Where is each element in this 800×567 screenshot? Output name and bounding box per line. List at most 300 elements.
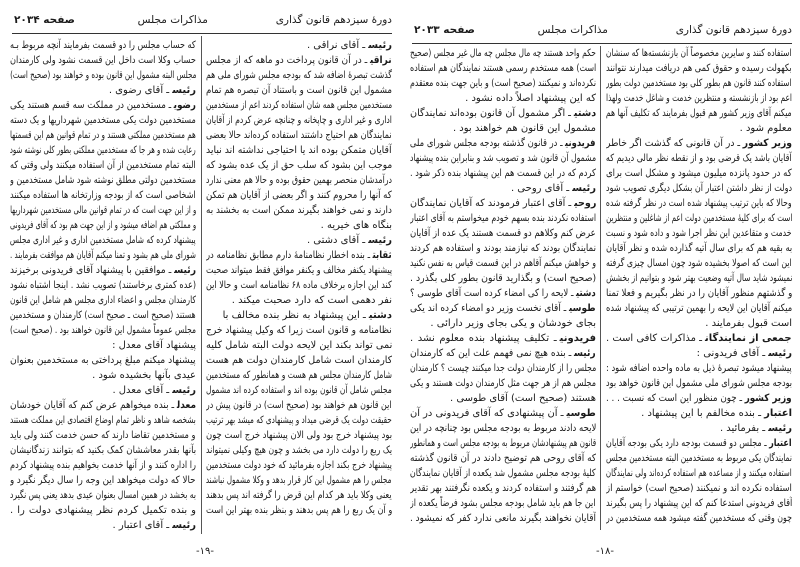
line-text: مجلس شامل آن قانون بوده اند و استفاده کرده اند مشمول	[206, 385, 392, 396]
line-content	[206, 188, 392, 203]
text-line	[410, 61, 596, 76]
line-text: هستند (صحیح است ـ صحیح است) کارمندان و مستخدمین	[10, 310, 196, 321]
text-line	[10, 158, 196, 173]
line-text: چون وقتی که مستخدمین گفته میشود همه مستخدمین در	[606, 513, 792, 524]
line-content	[410, 376, 596, 391]
text-line	[410, 286, 596, 301]
line-content	[206, 248, 392, 263]
text-line	[606, 376, 792, 391]
line-content	[606, 361, 792, 376]
text-line	[410, 136, 596, 151]
line-text: (عده کمتری برخاستند) تصویب نشد . اینجا اشتباه نشود	[10, 280, 196, 291]
line-content	[206, 83, 392, 98]
text-line	[10, 68, 196, 83]
line-text: شورای ملی هم بشود و تمنا میکنم آقایان هم موافقت بفرمایند .	[10, 250, 196, 261]
legislative-term: دورهٔ سیزدهم قانون گذاری	[275, 14, 392, 26]
line-text: به بقیه هم که برای سال آتیه گذارده شده و نظر آقایان	[606, 243, 792, 254]
line-text: که در حدود پانزده میلیون میشود و مشکل است برای	[606, 168, 792, 179]
line-content	[606, 256, 792, 271]
text-line	[10, 353, 196, 368]
text-line	[410, 391, 596, 406]
line-text: ـ آقای نخست وزیر دو امضاء کرده اند یکی	[410, 303, 567, 314]
page-header	[414, 24, 792, 40]
line-text: مجلس البته مشمول این قانون بوده و خواهند بود (صحیح است)	[10, 70, 196, 81]
text-line	[10, 488, 196, 503]
speaker-name: دشتی	[573, 108, 596, 119]
speaker-name: رئیس	[172, 85, 196, 96]
speaker-name: رئیس	[768, 423, 792, 434]
text-line	[606, 121, 792, 136]
line-content	[10, 278, 196, 293]
line-text: مجلس را از کارمندان دولت جدا میکنند چیست ؟ کارمندان	[410, 363, 596, 374]
line-text: بشخصه شاهد و ناظر تمام اوضاع اقتصادی این مملکت هستند	[10, 415, 196, 426]
text-line	[206, 158, 392, 173]
line-content	[410, 136, 596, 151]
legislative-term: دورهٔ سیزدهم قانون گذاری	[675, 24, 792, 36]
line-content	[606, 136, 792, 151]
line-content	[10, 158, 196, 173]
speaker-name: نراقی	[370, 55, 392, 66]
line-text: ـ بنده هیچ نمی فهمم علت این که کارمندان	[410, 348, 572, 359]
line-text: مستخدمین دولتی مطلق نوشته شود شامل مستخدمین و	[10, 175, 196, 186]
text-line	[10, 293, 196, 308]
text-line	[10, 473, 196, 488]
line-text: و مستخدمین تقاضا دارند که حسن خدمت کنند ولی باید	[10, 430, 196, 441]
text-line	[606, 61, 792, 76]
speaker-name: رئیس	[572, 183, 596, 194]
line-text: پیشنهاد یکنفر مخالف و یکنفر موافق فقط میتواند صحبت	[206, 265, 392, 276]
text-line	[410, 376, 596, 391]
line-content	[720, 421, 792, 436]
text-line	[206, 173, 392, 188]
speaker-name: اعتبار	[769, 438, 792, 449]
text-line	[410, 91, 596, 106]
line-text: ـ مذاکرات کافی است .	[606, 333, 703, 344]
text-line	[410, 121, 596, 136]
running-title: مذاکرات مجلس	[137, 14, 208, 26]
text-line	[206, 383, 392, 398]
line-content	[206, 158, 392, 173]
text-line	[410, 406, 596, 421]
text-line	[410, 211, 596, 226]
line-content	[206, 143, 392, 158]
line-content	[410, 511, 596, 526]
line-content	[206, 263, 392, 278]
line-text: اشخاصی است که از بودجه وزارتخانه ها استفاده میکنند	[10, 190, 196, 201]
text-line	[410, 106, 596, 121]
line-content	[410, 166, 596, 181]
text-line	[10, 518, 196, 533]
line-text: که آنها را محروم کنند و اگر بعضی از آقایان هم تمکن	[206, 190, 392, 201]
line-text: پیشنهاد میکنم مبلغ پرداختی به مستخدمین بعنوان	[10, 355, 196, 366]
line-text: ـ آن پیشنهادی که آقای فریدونی در آن	[410, 408, 564, 419]
text-line	[10, 443, 196, 458]
line-text: بودجه مجلس شورای ملی مشمول این قانون خواهد بود	[606, 378, 792, 389]
line-content	[606, 166, 792, 181]
line-content	[606, 46, 792, 61]
speaker-name: وزیر کشور	[742, 138, 792, 149]
text-line	[410, 511, 596, 526]
line-content	[410, 61, 596, 76]
line-content	[740, 121, 792, 136]
page-number: صفحه ۲۰۳۳	[414, 24, 475, 36]
text-line	[410, 46, 596, 61]
text-line	[606, 196, 792, 211]
line-text: اداری و غیر اداری و چاپخانه و چنانچه عرض کردم از آقایان	[206, 115, 392, 126]
text-column-right	[606, 46, 792, 526]
line-content	[10, 68, 196, 83]
line-text: ـ در آن قانونی که گذشت اگر خاطر	[606, 138, 741, 149]
line-text: حقیقت دولت یک قرضی میداد و پیشنهادی که میشد بهر ترتیب	[206, 415, 392, 426]
text-line	[206, 368, 392, 383]
text-line	[606, 301, 792, 316]
text-line	[410, 421, 596, 436]
speaker-name: اعتبار	[764, 408, 792, 419]
text-line	[10, 188, 196, 203]
line-content	[206, 203, 392, 218]
speaker-name: معدل	[176, 400, 196, 411]
line-content	[410, 481, 596, 496]
text-line	[606, 181, 792, 196]
line-text: عرض کنم وکلاهم دو قسمت هستند یک عده از آقایان	[410, 228, 596, 239]
text-line	[10, 83, 196, 98]
line-content	[10, 428, 196, 443]
line-content	[410, 406, 596, 421]
text-line	[410, 466, 596, 481]
column-divider	[600, 46, 601, 530]
line-text: را اداره کنند و از آنها خدمت بخواهیم بنده پیشنهاد کردم	[10, 460, 196, 471]
line-text: نکرده‌اند و نمیکنند (صحیح است) و باین جهت بنده معتقدم	[410, 78, 596, 89]
text-line	[606, 316, 792, 331]
line-text: و بنده تکمیل کردم نظر پیشنهادی دولت را .	[10, 505, 196, 516]
text-line	[206, 323, 392, 338]
line-text: ـ آقای دشتی .	[306, 235, 366, 246]
line-content	[410, 331, 596, 346]
text-line	[10, 368, 196, 383]
line-content	[606, 181, 792, 196]
line-content	[10, 128, 196, 143]
line-text: ـ مستخدمین در مملکت سه قسم هستند یکی	[10, 100, 172, 111]
line-content	[410, 151, 596, 166]
text-line	[10, 53, 196, 68]
line-content	[10, 188, 196, 203]
text-line	[410, 361, 596, 376]
speaker-name: رضوی	[173, 100, 196, 111]
text-line	[10, 263, 196, 278]
text-line	[410, 481, 596, 496]
text-line	[10, 323, 196, 338]
line-content	[606, 496, 792, 511]
line-text: مجلس هم از هر جهت مثل کارمندان دولت هستند و یکی	[410, 378, 596, 389]
header-rule	[12, 33, 392, 34]
text-line	[206, 188, 392, 203]
text-line	[10, 338, 196, 353]
text-line	[410, 151, 596, 166]
line-text: که این پیشنهاد اصلاً داده نشود .	[465, 93, 596, 104]
line-content	[206, 488, 392, 503]
text-line	[206, 353, 392, 368]
speaker-name: رئیس	[172, 385, 196, 396]
text-line	[410, 181, 596, 196]
text-line	[10, 128, 196, 143]
line-content	[10, 473, 196, 488]
line-content	[206, 473, 392, 488]
text-line	[606, 286, 792, 301]
line-text: یک ربع را دولت دارد می بخشد و چون هیچ وکیلی نمیتواند	[206, 445, 392, 456]
line-content	[206, 353, 392, 368]
text-line	[206, 98, 392, 113]
line-content	[10, 218, 196, 233]
line-text: استفاده کنند قانون هم بطور کلی بود مستخدمین دولت بطور	[606, 78, 792, 89]
line-text: قانون هم پیشنهادشان مربوط به بودجه مجلس است و همانطور	[410, 438, 596, 449]
line-text: است قبول بفرمایند .	[705, 318, 792, 329]
line-content	[112, 383, 196, 398]
line-content	[410, 226, 596, 241]
text-line	[10, 398, 196, 413]
text-column-left	[10, 38, 196, 533]
line-text: و مملکتی هم اضافه میشود و از این جهت هم بود که آقای فریدونی	[10, 220, 196, 231]
line-content	[450, 391, 596, 406]
line-content	[10, 98, 196, 113]
text-line	[206, 38, 392, 53]
text-line	[606, 166, 792, 181]
line-content	[112, 518, 196, 533]
line-text: استفاده نکرده اند و نمیکنند (صحیح است) خواستم از	[606, 483, 792, 494]
text-line	[206, 503, 392, 518]
line-content	[10, 458, 196, 473]
line-content	[10, 38, 196, 53]
text-line	[206, 458, 392, 473]
line-content	[206, 128, 392, 143]
line-content	[606, 286, 792, 301]
line-content	[410, 106, 596, 121]
line-content	[410, 196, 596, 211]
speaker-name: رئیس	[574, 348, 596, 359]
speaker-name: ثقابت	[372, 250, 392, 261]
line-text: این است که اصولا بخشیده شود چون امسال چیزی گرفته	[606, 258, 792, 269]
line-text: ـ در قانون گذشته بودجه مجلس شورای ملی	[410, 138, 564, 149]
folio: -۱۸-	[596, 546, 614, 557]
line-content	[410, 451, 596, 466]
line-text: حکم واحد هستند چه مال مجلس چه مال غیر مجلس (صحیح	[410, 48, 596, 59]
line-content	[705, 316, 792, 331]
line-text: نمایندگان هم احتیاج داشتند استفاده کرده‌اند حالا بعضی	[206, 130, 392, 141]
text-column-right	[206, 38, 392, 518]
line-content	[307, 233, 392, 248]
text-line	[606, 256, 792, 271]
text-line	[206, 398, 392, 413]
line-content	[606, 76, 792, 91]
line-content	[206, 413, 392, 428]
line-content	[206, 458, 392, 473]
text-line	[10, 458, 196, 473]
line-content	[10, 263, 196, 278]
line-text: آقایان نخواهند بگیرند مانعی ندارد کفر که نمیشود .	[410, 513, 596, 524]
line-text: رعایت شده و هر جا که مستخدمین مملکتی بطور کلی نوشته شود	[10, 145, 196, 156]
text-line	[10, 203, 196, 218]
line-text: استفاده میکنند و از مساعده هم استفاده کرده‌اند ولی نمایندگان	[606, 468, 792, 479]
line-text: که حساب مجلس را دو قسمت بفرمایند آنچه مربوط بـه	[10, 40, 196, 51]
line-content	[606, 61, 792, 76]
line-content	[606, 511, 792, 526]
line-content	[641, 406, 792, 421]
line-text: ـ آقای اعتبار فرمودند که آقایان نمایندگان	[410, 198, 571, 209]
line-text: پیشنهاد آقای معدل :	[112, 340, 196, 351]
line-text: ـ چون منظور این است که نسبت . . .	[606, 393, 743, 404]
line-content	[10, 113, 196, 128]
line-content	[606, 151, 792, 166]
text-line	[410, 271, 596, 286]
line-text: لایحه دادند مربوط به بودجه مجلس بود چنانچه در این	[410, 423, 596, 434]
line-content	[206, 428, 392, 443]
line-text: کلیهٔ بودجه مجلس مشمول شد یکعده از آقایان نمایندگان	[410, 468, 596, 479]
line-text: خدمت و متقاعدین این نظر اجرا شود و داده شود و نسبت	[606, 228, 792, 239]
line-text: حساب وکلا است داخل این قسمت نشود ولی کارمندان	[10, 55, 196, 66]
line-text: مشمول این قانون است و باستناد آن تبصره هم تمام	[206, 85, 392, 96]
line-content	[606, 106, 792, 121]
line-content	[112, 338, 196, 353]
line-text: آقایان باشد یک قرضی بود و از نقطه نظر مالی دیدیم که	[606, 153, 792, 164]
line-text: گذشت تبصرهٔ اضافه شد که بودجه مجلس شورای ملی هم	[206, 70, 392, 81]
line-text: ـ در آن قانون پرداخت دو ماهه که از مجلس	[206, 55, 368, 66]
text-line	[410, 256, 596, 271]
line-content	[307, 38, 392, 53]
line-text: پیشنهاد خرج بکند اجازه بفرمائید که خود دولت مستخدمین	[206, 460, 392, 471]
line-text: ـ موافقین با پیشنهاد آقای فریدونی برخیزند	[10, 265, 172, 276]
line-text: ـ بفرمائید .	[719, 423, 766, 434]
line-text: (صحیح است) و بگذارید قانون بطور کلی بگذرد .	[410, 273, 596, 284]
line-text: دولت از نظر داشتن اعتبار آن بشکل دیگری تصویب شود	[606, 183, 792, 194]
text-line	[10, 428, 196, 443]
line-text: اعم بود از بازنشسته و منتظرین خدمت و شاغل خدمت ولهذا	[606, 93, 792, 104]
line-text: به بخشد در همین امسال بعنوان عیدی بدهد یعنی پس نگیرد	[10, 490, 196, 501]
line-text: نمی تواند بکند این لایحه دولت البته شامل کلیه	[206, 340, 392, 351]
line-content	[410, 241, 596, 256]
text-line	[206, 53, 392, 68]
right-page	[400, 0, 800, 567]
line-text: نفر دهمی است که دارد صحبت میکند .	[231, 295, 392, 306]
line-content	[606, 481, 792, 496]
text-line	[10, 233, 196, 248]
line-content	[430, 316, 596, 331]
text-line	[206, 128, 392, 143]
line-text: میکنم آقایان این لایحه را بهمین ترتیبی که پیشنهاد شده	[606, 303, 792, 314]
line-text: نظامنامه و قانون است زیرا که وکیل پیشنهاد خرج	[206, 325, 392, 336]
line-text: شامل کارمندان مجلس هم هست و همانطور که مستخدمین	[206, 370, 392, 381]
line-text: کند این اجازه برخلاف ماده ۶۸ نظامنامه است و حالا این	[206, 280, 392, 291]
line-content	[10, 203, 196, 218]
line-content	[10, 143, 196, 158]
line-text: ـ بنده میخواهم عرض کنم که آقایان خودشان	[10, 400, 175, 411]
line-content	[321, 218, 392, 233]
speaker-name: وزیر کشور	[745, 393, 792, 404]
line-text: بود پیشنهاد خرج بود ولی الان پیشنهاد خرج است چون	[206, 430, 392, 441]
line-text: و آن یک ربع را هم پس بدهند و بنظر بنده بهتر این است	[206, 505, 392, 516]
line-content	[410, 76, 596, 91]
line-content	[92, 368, 196, 383]
line-text: ـ آقای فریدونی :	[696, 348, 766, 359]
line-content	[10, 248, 196, 263]
speaker-name: رئیس	[368, 40, 392, 51]
line-content	[10, 323, 196, 338]
line-text: کردم که در این قسمت هم این پیشنهاد بنده ذکر شود .	[410, 168, 596, 179]
line-content	[10, 173, 196, 188]
line-text: ـ مجلس دو قسمت بودجه دارد یکی بودجه آقایان	[606, 438, 768, 449]
line-text: آقای فریدونی استدعا کنم که این پیشنهاد را پس بگیرند	[606, 498, 792, 509]
text-line	[10, 413, 196, 428]
text-line	[10, 308, 196, 323]
line-content	[223, 308, 392, 323]
text-line	[10, 98, 196, 113]
text-line	[606, 361, 792, 376]
text-line	[410, 241, 596, 256]
line-text: مشمول این قانون هم خواهند بود .	[452, 123, 596, 134]
line-content	[410, 466, 596, 481]
line-text: البته تمام مستخدمین از آن استفاده میکنند ولی وقتی که	[10, 160, 196, 171]
line-content	[10, 443, 196, 458]
text-line	[606, 421, 792, 436]
text-line	[206, 248, 392, 263]
text-line	[606, 436, 792, 451]
line-content	[606, 226, 792, 241]
text-line	[10, 173, 196, 188]
text-line	[606, 241, 792, 256]
text-line	[10, 278, 196, 293]
line-text: بنگاه های خیریه .	[320, 220, 392, 231]
line-content	[10, 308, 196, 323]
line-text: بآنها بقدر معاششان کمک بکنید که بتوانند زندگانیشان	[10, 445, 196, 456]
line-text: هم مستخدمین مملکتی هستند و در تمام قوانین هم این قسمتها	[10, 130, 196, 141]
line-text: ـ لایحه را کی امضاء کرده است آقای طوسی ؟	[410, 288, 574, 299]
running-title: مذاکرات مجلس	[537, 24, 608, 36]
line-text: ـ بنده اخطار نظامنامهٔ دارم مطابق نظامنامه در	[206, 250, 371, 261]
line-content	[453, 121, 596, 136]
line-content	[10, 293, 196, 308]
line-content	[10, 398, 196, 413]
text-line	[606, 406, 792, 421]
line-text: ـ آقای اعتبار .	[112, 520, 170, 531]
text-line	[606, 331, 792, 346]
text-line	[410, 496, 596, 511]
text-line	[206, 293, 392, 308]
line-content	[606, 466, 792, 481]
line-text: ـ تکلیف پیشنهاد بنده معلوم نشد .	[410, 333, 557, 344]
line-text: مجلس عموماً مشمول این قانون خواهند بود . (صحیح است)	[10, 325, 196, 336]
text-line	[206, 233, 392, 248]
line-text: میکنم آقای وزیر کشور هم قبول بفرمایند که تکلیف آنها هم	[606, 108, 792, 119]
text-line	[606, 466, 792, 481]
line-text: معلوم شود .	[739, 123, 792, 134]
line-text: آقایان متمکن بوده اند یا احتیاجی نداشته اند نباید	[206, 145, 392, 156]
text-line	[10, 38, 196, 53]
line-text: مستخدمین مجلس همه شان استفاده کردند اعم از مستخدمین	[206, 100, 392, 111]
line-text: وحالا که باین ترتیب پیشنهاد شده است در نظر گرفته شده	[606, 198, 792, 209]
text-line	[206, 113, 392, 128]
text-line	[606, 451, 792, 466]
text-line	[206, 443, 392, 458]
text-line	[606, 481, 792, 496]
line-content	[206, 323, 392, 338]
line-text: این جا هم باید شامل بودجه مجلس بشود فرضاً یکعده از	[410, 498, 596, 509]
line-content	[206, 443, 392, 458]
text-line	[206, 473, 392, 488]
text-line	[206, 218, 392, 233]
speaker-name: طوسی	[569, 303, 596, 314]
line-content	[206, 398, 392, 413]
text-line	[206, 488, 392, 503]
line-text: پیشنهاد میشود تبصرهٔ ذیل به ماده واحده اضافه شود :	[606, 363, 792, 374]
text-line	[606, 136, 792, 151]
